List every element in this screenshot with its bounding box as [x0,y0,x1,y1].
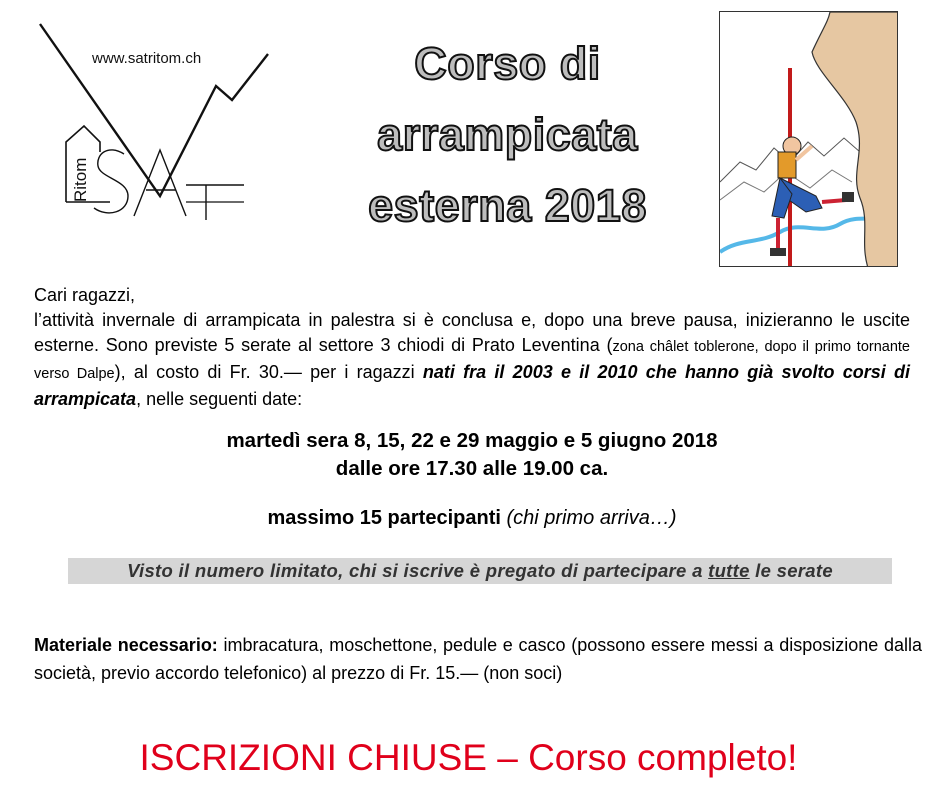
climber-illustration [719,11,898,267]
title-line-3: esterna 2018 [368,180,647,231]
notice-text-1: Visto il numero limitato, chi si iscrive è pregato di partecipare a [127,560,709,581]
dates-line-2: dalle ore 17.30 alle 19.00 ca. [335,457,609,480]
material-text: imbracatura, moschettone, pedule e casco (possono essere messi a disposizione dalla società, previo accordo telefonico) al prezzo di Fr. 15.— (non soci) [34,635,923,683]
age-requirement: nati fra il 2003 e il 2010 che hanno già svolto corsi di arrampicata [34,362,910,409]
greeting: Cari ragazzi, [34,285,136,305]
participants-limit [34,504,910,532]
participants-bold: massimo 15 partecipanti [267,507,501,529]
title-line-2: arrampicata [377,109,638,160]
intro-body [34,308,910,412]
material-paragraph [34,631,922,687]
intro-paragraph [34,283,910,412]
logo-ritom-text: Ritom [71,157,90,202]
attendance-notice [68,558,892,584]
intro-text-1: l’attività invernale di arrampicata in palestra si è conclusa e, dopo una breve pausa, inizieranno le uscite esterne. Sono previste 5 serate al settore 3 chiodi di Prato Leventina ( [34,310,910,355]
sat-ritom-logo [36,20,276,235]
intro-text-3: , nelle seguenti date: [136,389,303,409]
notice-underlined: tutte [708,560,750,581]
location-note: zona châlet toblerone, dopo il primo tornante verso Dalpe [34,339,910,382]
registration-closed-banner: ISCRIZIONI CHIUSE – Corso completo! [139,737,798,778]
page-title [300,28,715,241]
material-label: Materiale necessario: [34,635,218,655]
participants-note: (chi primo arriva…) [506,507,677,529]
logo-url: www.satritom.ch [92,50,202,67]
course-dates [34,427,910,483]
intro-text-2: ), al costo di Fr. 30.— per i ragazzi [114,362,423,382]
dates-line-1: martedì sera 8, 15, 22 e 29 maggio e 5 giugno 2018 [226,429,718,452]
notice-text-2: le serate [749,560,833,581]
title-line-1: Corso di [414,38,601,89]
